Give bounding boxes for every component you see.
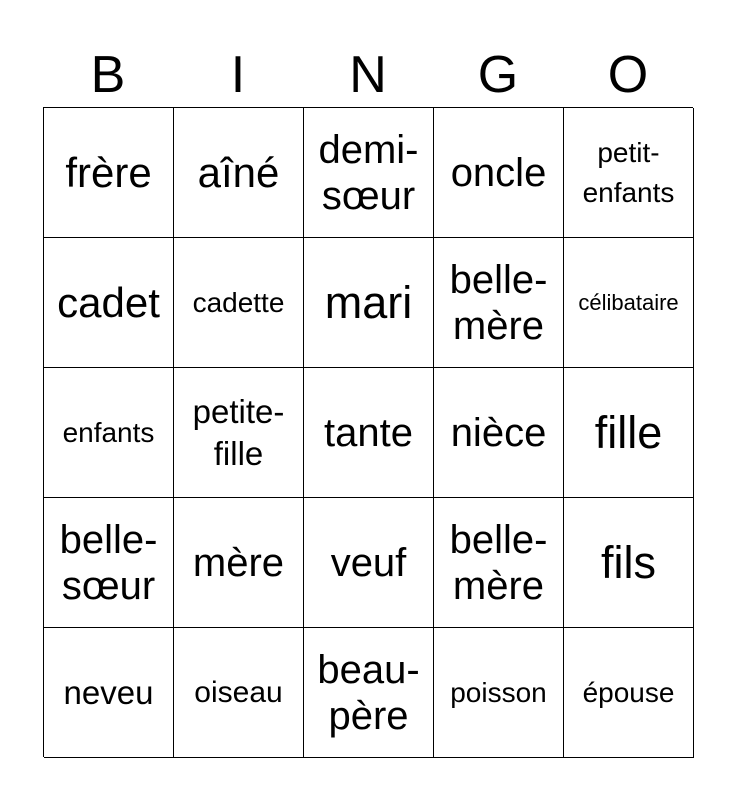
bingo-cell-r3-c4[interactable] [434, 368, 564, 498]
cell-word: épouse [582, 676, 675, 708]
cell-word: beau- père [317, 647, 420, 738]
bingo-cell-r1-c5[interactable] [564, 108, 694, 238]
cell-word: fils [601, 536, 656, 588]
bingo-cell-r4-c4[interactable] [434, 498, 564, 628]
bingo-cell-r4-c1[interactable] [44, 498, 174, 628]
cell-word: célibataire [578, 289, 679, 315]
bingo-cell-r5-c2[interactable] [174, 628, 304, 758]
bingo-cell-r1-c3[interactable] [304, 108, 434, 238]
bingo-cell-r5-c1[interactable] [44, 628, 174, 758]
bingo-board [43, 107, 693, 757]
bingo-cell-r5-c3[interactable] [304, 628, 434, 758]
bingo-cell-r3-c3[interactable] [304, 368, 434, 498]
cell-word: fille [594, 406, 663, 458]
header-letter-o: O [607, 46, 649, 104]
bingo-cell-r3-c5[interactable] [564, 368, 694, 498]
bingo-cell-r4-c5[interactable] [564, 498, 694, 628]
bingo-header [43, 44, 693, 106]
bingo-cell-r3-c2[interactable] [174, 368, 304, 498]
bingo-cell-r2-c5[interactable] [564, 238, 694, 368]
cell-word: mère [192, 540, 285, 585]
cell-word: petit- enfants [582, 136, 675, 208]
cell-word: enfants [62, 416, 155, 448]
cell-word: poisson [450, 676, 547, 708]
cell-word: petite- fille [192, 392, 285, 472]
cell-word: cadette [192, 286, 285, 318]
cell-word: belle- sœur [59, 517, 158, 608]
cell-word: neveu [63, 673, 154, 711]
cell-word: aîné [197, 148, 280, 196]
cell-word: demi- sœur [318, 127, 419, 218]
cell-word: oncle [450, 150, 547, 195]
bingo-cell-r2-c2[interactable] [174, 238, 304, 368]
header-letter-g: G [477, 46, 519, 104]
bingo-cell-r2-c4[interactable] [434, 238, 564, 368]
cell-word: cadet [57, 278, 160, 326]
cell-word: frère [65, 148, 152, 196]
bingo-cell-r4-c3[interactable] [304, 498, 434, 628]
bingo-cell-r1-c1[interactable] [44, 108, 174, 238]
bingo-cell-r4-c2[interactable] [174, 498, 304, 628]
bingo-cell-r1-c2[interactable] [174, 108, 304, 238]
cell-word: nièce [450, 410, 547, 455]
header-letter-i: I [230, 46, 246, 104]
bingo-cell-r5-c5[interactable] [564, 628, 694, 758]
header-letter-n: N [349, 46, 387, 104]
cell-word: mari [324, 276, 413, 328]
bingo-cell-r3-c1[interactable] [44, 368, 174, 498]
cell-word: oiseau [194, 675, 283, 709]
cell-word: belle- mère [449, 517, 548, 608]
cell-word: belle- mère [449, 257, 548, 348]
bingo-cell-r5-c4[interactable] [434, 628, 564, 758]
bingo-cell-r2-c3[interactable] [304, 238, 434, 368]
cell-word: tante [324, 410, 413, 455]
cell-word: veuf [330, 540, 407, 585]
bingo-cell-r1-c4[interactable] [434, 108, 564, 238]
bingo-cell-r2-c1[interactable] [44, 238, 174, 368]
header-letter-b: B [90, 46, 126, 104]
